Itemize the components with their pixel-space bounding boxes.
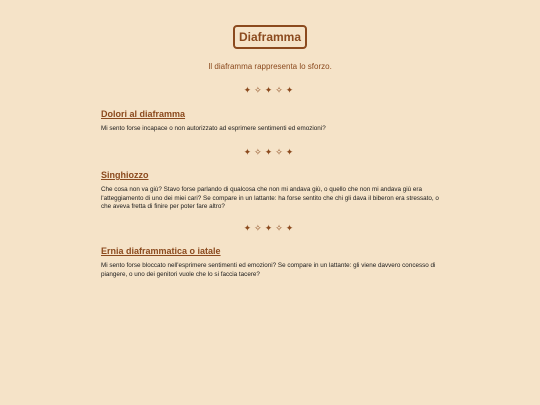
section-dolori bbox=[101, 109, 443, 134]
section-text-singhiozzo: Che cosa non va giù? Stavo forse parlando di qualcosa che non mi andava giù, o quello che non mi andava giù era l'atteggiamento di uno dei miei cari? Se compare in un lattante: ha forse sentito che chi gli dava il biberon era stressato, o che aveva fretta di finire per poter fare altro? bbox=[101, 186, 439, 210]
section-heading-dolori[interactable]: Dolori al diaframma bbox=[101, 109, 186, 119]
divider-2: ✦✧✦✧✦ bbox=[243, 147, 297, 157]
section-text-dolori: Mi sento forse incapace o non autorizzato ad esprimere sentimenti ed emozioni? bbox=[101, 125, 326, 132]
page-title: Diaframma bbox=[233, 25, 307, 49]
section-heading-singhiozzo[interactable]: Singhiozzo bbox=[101, 170, 149, 180]
divider-3: ✦✧✦✧✦ bbox=[243, 223, 297, 233]
title-wrap bbox=[0, 25, 540, 49]
intro-text: Il diaframma rappresenta lo sforzo. bbox=[208, 62, 332, 71]
divider-1: ✦✧✦✧✦ bbox=[243, 85, 297, 95]
section-heading-ernia[interactable]: Ernia diaframmatica o iatale bbox=[101, 246, 221, 256]
section-singhiozzo bbox=[101, 170, 443, 212]
section-text-ernia: Mi sento forse bloccato nell'esprimere sentimenti ed emozioni? Se compare in un lattante: gli viene davvero concesso di piangere, o uno dei genitori vuole che lo si faccia tacere? bbox=[101, 262, 436, 278]
section-ernia bbox=[101, 246, 443, 279]
